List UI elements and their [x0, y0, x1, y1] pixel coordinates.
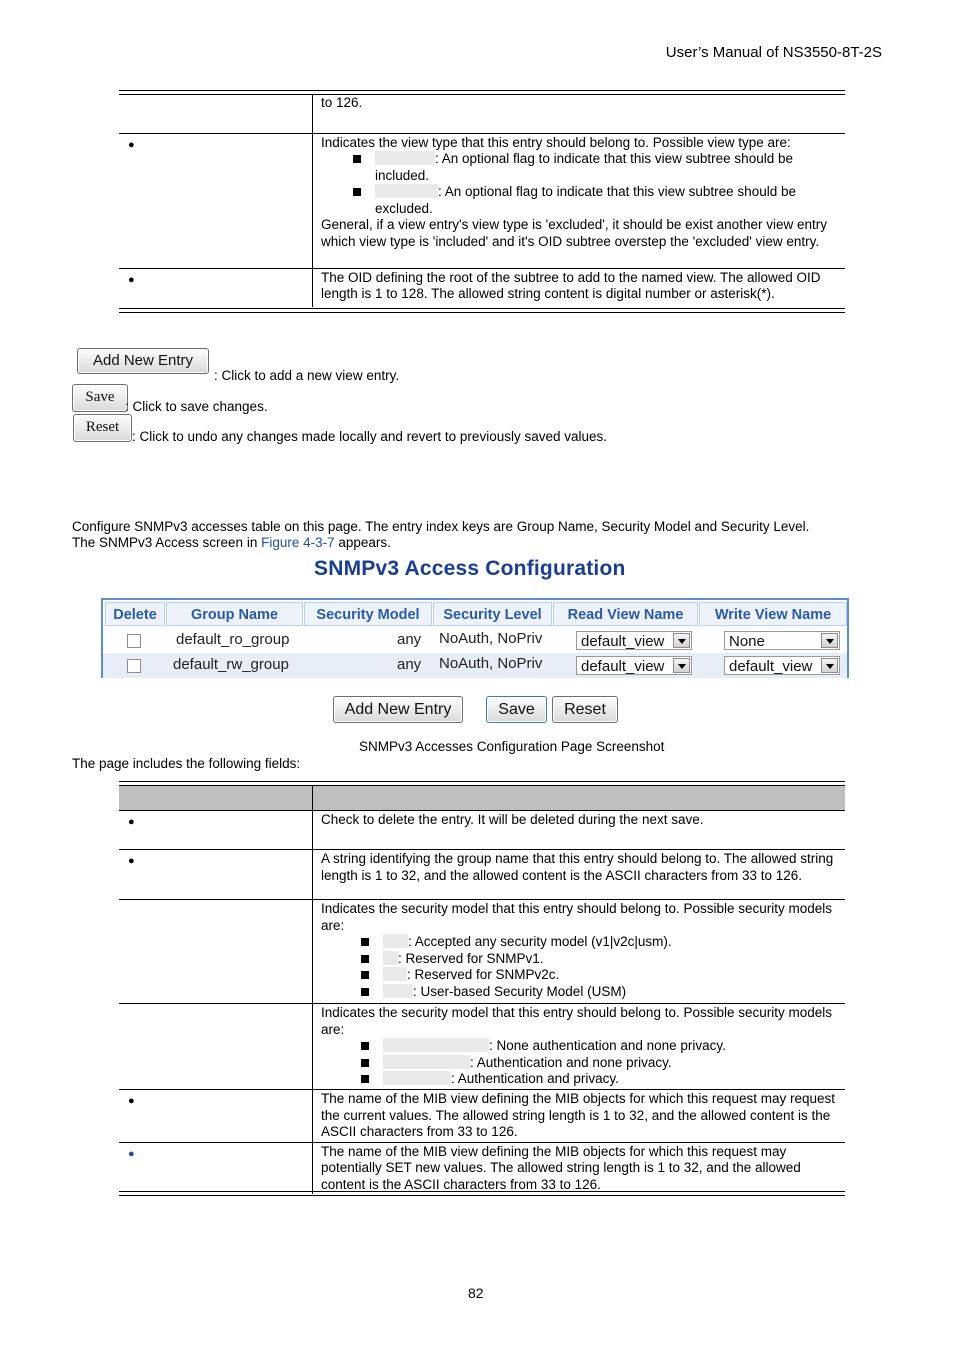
- col-delete: Delete: [105, 602, 165, 626]
- delete-checkbox[interactable]: [127, 659, 141, 673]
- add-new-entry-button[interactable]: Add New Entry: [333, 696, 463, 723]
- view-type-list: [321, 151, 839, 217]
- page-header: User’s Manual of NS3550-8T-2S: [665, 44, 882, 61]
- bullet: ●: [128, 816, 135, 828]
- figure-caption: SNMPv3 Accesses Configuration Page Screenshot: [359, 739, 665, 754]
- list-item: : Authentication and none privacy.: [361, 1055, 839, 1072]
- security-level: NoAuth, NoPriv: [439, 655, 543, 672]
- security-model-list: [321, 934, 839, 1000]
- list-item: : Authentication and privacy.: [361, 1071, 839, 1088]
- intro-line2: The SNMPv3 Access screen in Figure 4-3-7 appears.: [72, 535, 391, 550]
- bullet: ●: [128, 855, 135, 867]
- fields-intro: The page includes the following fields:: [72, 756, 301, 771]
- table-row: ● The name of the MIB view defining the MIB objects for which this request may request the current values. The allowed string length is 1 to 32, and the allowed content is the ASCII characters from 33 to 126.: [119, 1090, 845, 1143]
- table-row: ● The OID defining the root of the subtree to add to the named view. The allowed OID length is 1 to 128. The allowed string content is digital number or asterisk(*).: [119, 268, 845, 307]
- chevron-down-icon: [821, 633, 838, 648]
- figure-link[interactable]: Figure 4-3-7: [261, 535, 335, 550]
- reset-button[interactable]: Reset: [552, 696, 618, 723]
- reset-button-image: Reset: [73, 414, 132, 442]
- bullet: ●: [128, 138, 135, 151]
- table-row: [103, 653, 847, 678]
- list-item: : None authentication and none privacy.: [361, 1038, 839, 1055]
- add-new-entry-desc: : Click to add a new view entry.: [214, 368, 400, 383]
- bullet: ●: [128, 273, 135, 286]
- save-button-image: Save: [72, 384, 128, 412]
- security-level: NoAuth, NoPriv: [439, 630, 543, 647]
- save-button[interactable]: Save: [486, 696, 547, 723]
- write-view-select[interactable]: None: [724, 631, 840, 650]
- table-row: ● A string identifying the group name that this entry should belong to. The allowed string length is 1 to 32, and the allowed content is the ASCII characters from 33 to 126.: [119, 850, 845, 900]
- save-desc: : Click to save changes.: [125, 399, 268, 414]
- bullet: ●: [128, 1147, 135, 1160]
- list-item: : An optional flag to indicate that this view subtree should be included.: [353, 151, 839, 184]
- intro-line1: Configure SNMPv3 accesses table on this page. The entry index keys are Group Name, Security Model and Security Level.: [72, 519, 810, 534]
- snmpv3-access-grid: [101, 598, 849, 678]
- list-item: : User-based Security Model (USM): [361, 984, 839, 1001]
- table-header-row: [119, 786, 845, 810]
- page-number: 82: [468, 1285, 484, 1301]
- group-name: default_ro_group: [176, 631, 290, 648]
- snmpv3-access-title: SNMPv3 Access Configuration: [314, 557, 626, 580]
- bullet: ●: [128, 1095, 135, 1107]
- table-bottom-rule: [119, 1191, 845, 1196]
- table-row: [103, 628, 847, 653]
- table-row: Indicates the security model that this entry should belong to. Possible security models are: : None authentication and none privacy. : Authentication and none privacy. : Authentication and privacy.: [119, 1004, 845, 1090]
- add-new-entry-button-image: Add New Entry: [77, 348, 209, 374]
- table-row: ● The name of the MIB view defining the MIB objects for which this request may potentially SET new values. The allowed string length is 1 to 32, and the allowed content is the ASCII characters from 33 to 126.: [119, 1142, 845, 1194]
- chevron-down-icon: [673, 633, 690, 648]
- reset-desc: : Click to undo any changes made locally and revert to previously saved values.: [132, 429, 608, 444]
- access-fields-table: [119, 810, 845, 1194]
- security-model: any: [397, 631, 422, 648]
- table-row: ● Indicates the view type that this entry should belong to. Possible view type are: : An optional flag to indicate that this view subtree should be included. : An optional flag to indicate that this view subtree should be excluded. General, if a view entry's view type is 'excluded', it should be exist another view entry which view type is 'included' and it's OID subtree overstep the 'excluded' view entry.: [119, 133, 845, 268]
- col-read-view-name: Read View Name: [553, 602, 698, 626]
- col-security-model: Security Model: [304, 602, 432, 626]
- chevron-down-icon: [821, 658, 838, 673]
- delete-checkbox[interactable]: [127, 634, 141, 648]
- list-item: : An optional flag to indicate that this view subtree should be excluded.: [353, 184, 839, 217]
- group-name: default_rw_group: [173, 656, 289, 673]
- list-item: : Reserved for SNMPv1.: [361, 951, 839, 968]
- read-view-select[interactable]: default_view: [576, 656, 692, 675]
- list-item: : Accepted any security model (v1|v2c|usm).: [361, 934, 839, 951]
- view-fields-table: [119, 94, 845, 307]
- write-view-select[interactable]: default_view: [724, 656, 840, 675]
- table-row: to 126.: [119, 94, 845, 133]
- table-row: ● Check to delete the entry. It will be deleted during the next save.: [119, 811, 845, 850]
- security-model: any: [397, 656, 422, 673]
- list-item: : Reserved for SNMPv2c.: [361, 967, 839, 984]
- chevron-down-icon: [673, 658, 690, 673]
- table-row: Indicates the security model that this entry should belong to. Possible security models are: : Accepted any security model (v1|v2c|usm). : Reserved for SNMPv1. : Reserved for SNMPv2c. : User-based Security Model (USM): [119, 900, 845, 1004]
- col-group-name: Group Name: [166, 602, 303, 626]
- security-level-list: [321, 1038, 839, 1088]
- col-write-view-name: Write View Name: [699, 602, 847, 626]
- col-security-level: Security Level: [433, 602, 552, 626]
- read-view-select[interactable]: default_view: [576, 631, 692, 650]
- table-bottom-rule: [119, 308, 845, 313]
